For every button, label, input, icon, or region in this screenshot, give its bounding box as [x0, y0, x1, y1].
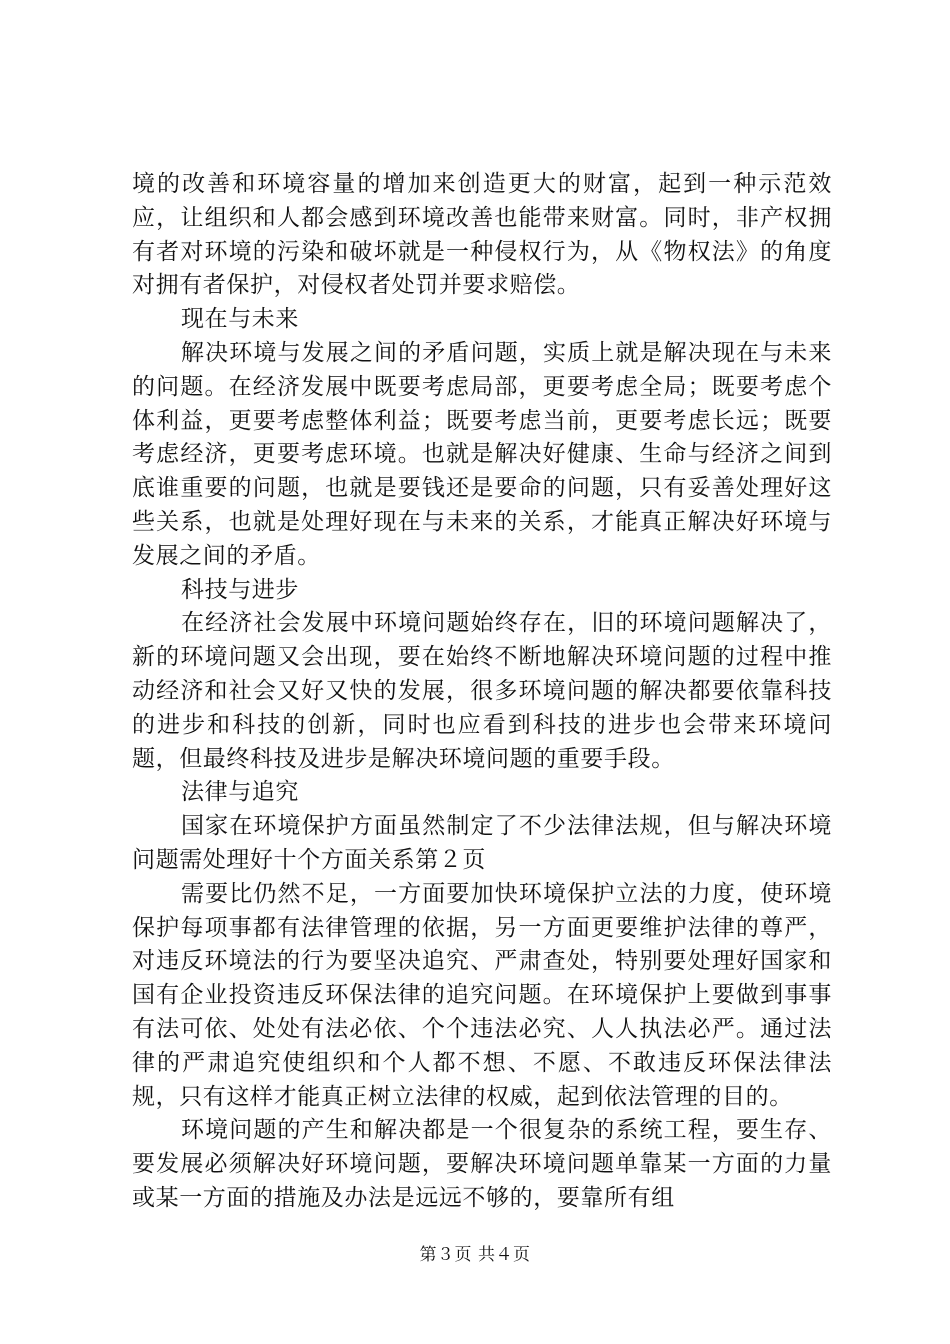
paragraph: 在经济社会发展中环境问题始终存在，旧的环境问题解决了，新的环境问题又会出现，要在始终不断地解决环境问题的过程中推动经济和社会又好又快的发展，很多环境问题的解决都要依靠科技的进步和科技的创新，同时也应看到科技的进步也会带来环境问题，但最终科技及进步是解决环境问题的重要手段。	[132, 610, 832, 772]
paragraph: 环境问题的产生和解决都是一个很复杂的系统工程，要生存、要发展必须解决好环境问题，要解决环境问题单靠某一方面的力量或某一方面的措施及办法是远远不够的，要靠所有组	[132, 1117, 832, 1211]
page-footer: 第３页 共４页	[419, 1245, 531, 1265]
paragraph: 境的改善和环境容量的增加来创造更大的财富，起到一种示范效应，让组织和人都会感到环境改善也能带来财富。同时，非产权拥有者对环境的污染和破坏就是一种侵权行为，从《物权法》的角度对拥有者保护，对侵权者处罚并要求赔偿。	[132, 171, 832, 299]
paragraph: 国家在环境保护方面虽然制定了不少法律法规，但与解决环境问题需处理好十个方面关系第２页	[132, 813, 832, 873]
section-heading: 现在与未来	[181, 306, 299, 333]
section-heading: 科技与进步	[181, 576, 299, 603]
paragraph: 需要比仍然不足，一方面要加快环境保护立法的力度，使环境保护每项事都有法律管理的依据，另一方面更要维护法律的尊严，对违反环境法的行为要坚决追究、严肃查处，特别要处理好国家和国有企业投资违反环保法律的追究问题。在环境保护上要做到事事有法可依、处处有法必依、个个违法必究、人人执法必严。通过法律的严肃追究使组织和个人都不想、不愿、不敢违反环保法律法规，只有这样才能真正树立法律的权威，起到依法管理的目的。	[132, 880, 832, 1110]
document-body	[132, 168, 832, 1216]
paragraph: 解决环境与发展之间的矛盾问题，实质上就是解决现在与未来的问题。在经济发展中既要考虑局部，更要考虑全局；既要考虑个体利益，更要考虑整体利益；既要考虑当前，更要考虑长远；既要考虑经济，更要考虑环境。也就是解决好健康、生命与经济之间到底谁重要的问题，也就是要钱还是要命的问题，只有妥善处理好这些关系，也就是处理好现在与未来的关系，才能真正解决好环境与发展之间的矛盾。	[132, 339, 832, 569]
section-heading: 法律与追究	[181, 779, 299, 806]
